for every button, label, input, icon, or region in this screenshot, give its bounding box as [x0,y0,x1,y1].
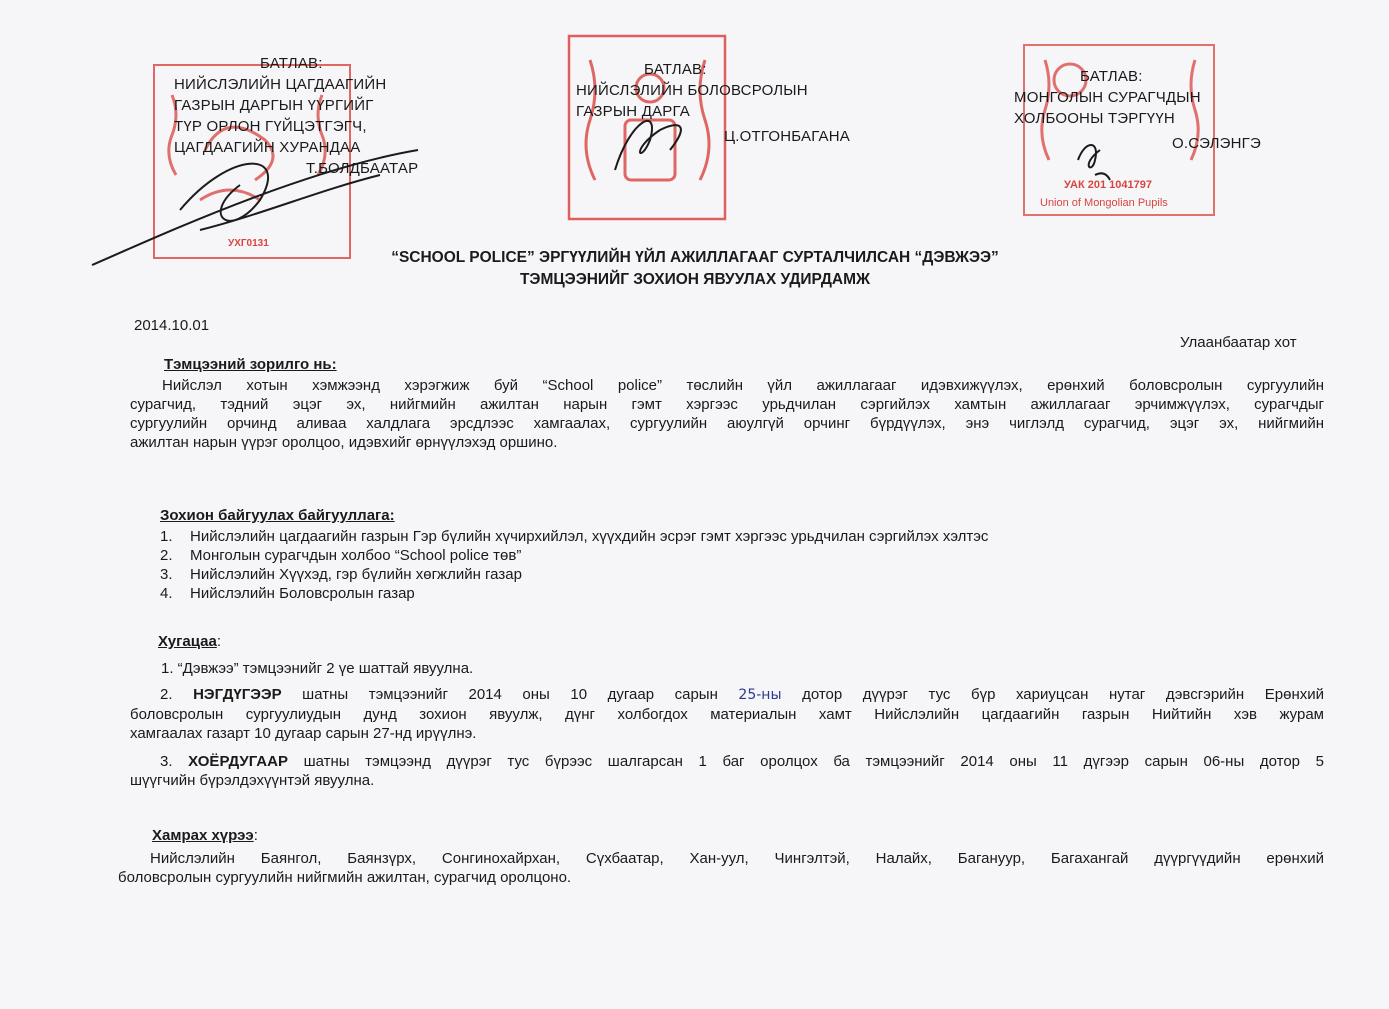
approval-line: МОНГОЛЫН СУРАГЧДЫН [1014,89,1201,106]
approver-name: Т.БОЛДБААТАР [306,160,419,177]
scope-paragraph: Нийслэлийн Баянгол, Баянзүрх, Сонгинохайрхан, Сүхбаатар, Хан-уул, Чингэлтэй, Налайх, Багануур, Багахангай дүүргүүдийн ерөнхий боловсролын сургуулийн нийгмийн ажилтан, сурагчид оролцоно. [118,850,1324,886]
organizers-heading: Зохион байгуулах байгууллага: [160,507,395,524]
approval-line: ХОЛБООНЫ ТЭРГҮҮН [1014,110,1175,127]
approval-pupils-union [1014,66,1261,154]
approval-line: НИЙСЛЭЛИЙН БОЛОВСРОЛЫН [576,82,808,99]
document-place: Улаанбаатар хот [1180,334,1297,351]
goal-line: сурагчид, тэдний эцэг эх, нийгмийн ажилтан нарын гэмт хэргээс урьдчилан сэргийлэх хамтын ажиллагааг эрчимжүүлэх, сурагчдыг [130,396,1324,413]
approval-line: НИЙСЛЭЛИЙН ЦАГДААГИЙН [174,76,387,93]
organizers-list [160,527,988,603]
list-item: 2. Монголын сурагчдын холбоо “School police төв” [160,547,522,564]
stamp-text-3a: УАК 201 1041797 [1064,179,1152,191]
approval-label: БАТЛАВ: [260,55,323,72]
list-item: 1. Нийслэлийн цагдаагийн газрын Гэр бүлийн хүчирхийлэл, хүүхдийн эсрэг гэмт хэргээс урьдчилан сэргийлэх хэлтэс [160,528,989,545]
stamp-text-3b: Union of Mongolian Pupils [1040,197,1168,209]
goal-line: Нийслэл хотын хэмжээнд хэрэгжиж буй “School police” төслийн үйл ажиллагааг идэвхижүүлэх, ерөнхий боловсролын сургуулийн [162,377,1324,394]
timeline-heading: Хугацаа: [158,633,221,650]
goal-paragraph [130,376,1324,452]
timeline-item-3: 3. ХОЁРДУГААР шатны тэмцээнд дүүрэг тус бүрээс шалгарсан 1 баг оролцох ба тэмцээнийг 2014 оны 11 дүгээр сарын 06-ны дотор 5 шүүгчийн бүрэлдэхүүнтэй явуулна. [130,753,1324,789]
approval-line: ТҮР ОРЛОН ГҮЙЦЭТГЭГЧ, [174,118,367,135]
title-line-2: ТЭМЦЭЭНИЙГ ЗОХИОН ЯВУУЛАХ УДИРДАМЖ [519,271,871,288]
approval-police [174,53,418,179]
approver-name: Ц.ОТГОНБАГАНА [724,128,850,145]
document-title [150,247,1240,291]
document-date: 2014.10.01 [134,317,210,334]
approver-name: О.СЭЛЭНГЭ [1172,135,1261,152]
goal-line: ажилтан нарын үүрэг оролцоо, идэвхийг өрнүүлэхэд оршино. [130,434,558,451]
approval-education [576,59,850,147]
scope-heading: Хамрах хүрээ: [152,827,258,844]
approval-line: ГАЗРЫН ДАРГЫН ҮҮРГИЙГ [174,97,374,114]
handwritten-date: 25-ны [738,687,782,703]
approval-label: БАТЛАВ: [1080,68,1143,85]
timeline-item-2: 2. НЭГДҮГЭЭР шатны тэмцээнийг 2014 оны 10 дугаар сарын 25-ны дотор дүүрэг тус бүр хариуцсан нутаг дэвсгэрийн Ерөнхий боловсролын сургуулиудын дунд зохион явуулж, дүнг холбогдох материалын хамт Нийслэлийн цагдаагийн газрын Нийтийн хэв журам хамгаалах газарт 10 дугаар сарын 27-нд ирүүлнэ. [130,686,1324,742]
title-line-1: “SCHOOL POLICE” ЭРГҮҮЛИЙН ҮЙЛ АЖИЛЛАГААГ СУРТАЛЧИЛСАН “ДЭВЖЭЭ” [391,249,999,266]
approval-line: ГАЗРЫН ДАРГА [576,103,690,120]
list-item: 3. Нийслэлийн Хүүхэд, гэр бүлийн хөгжлийн газар [160,566,522,583]
approval-line: ЦАГДААГИЙН ХУРАНДАА [174,139,361,156]
stamp-text-1: УХГ0131 [228,238,269,249]
list-item: 4. Нийслэлийн Боловсролын газар [160,585,415,602]
goal-heading: Тэмцээний зорилго нь: [164,356,337,373]
timeline-item-1: 1. “Дэвжээ” тэмцээнийг 2 үе шаттай явуулна. [161,660,474,677]
approval-label: БАТЛАВ: [644,61,707,78]
goal-line: сургуулийн орчинд аливаа халдлага эрсдлээс хамгаалах, сургуулийн аюулгүй орчинг бүрдүүлэх, энэ чиглэлд сурагчид, эцэг эх, нийгмийн [130,415,1324,432]
